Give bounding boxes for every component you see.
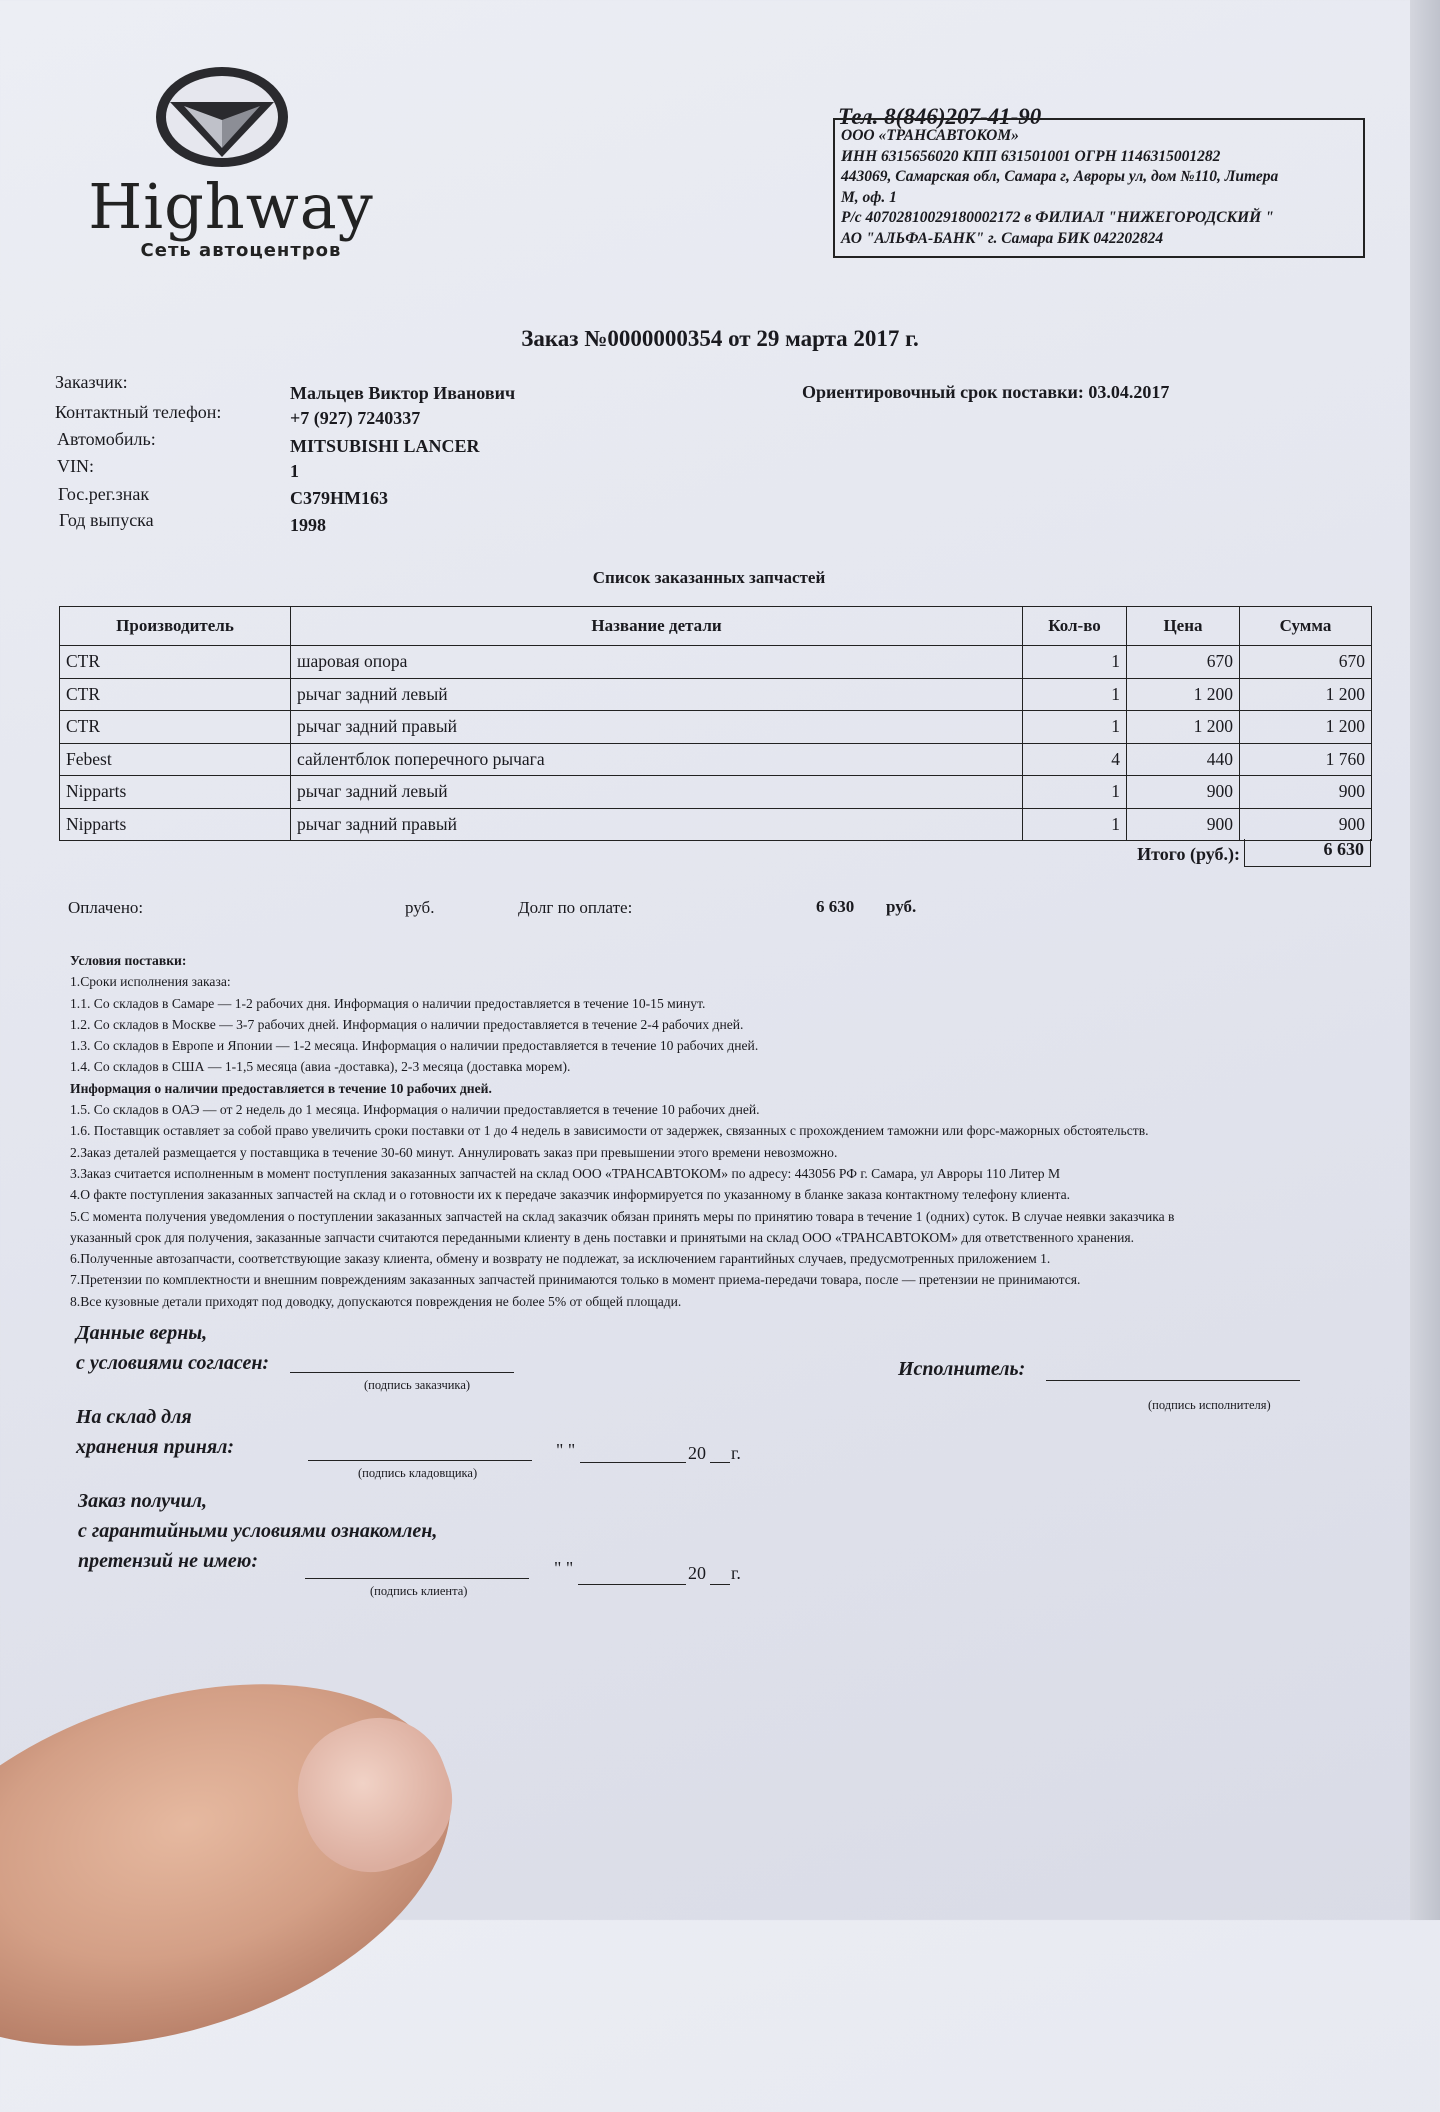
storage-line2: хранения принял: xyxy=(76,1436,235,1458)
agree-label xyxy=(76,1318,269,1378)
field-label: Автомобиль: xyxy=(57,429,156,449)
part-name-cell: рычаг задний левый xyxy=(291,678,1023,711)
manufacturer-cell: Nipparts xyxy=(60,808,291,841)
price-cell: 670 xyxy=(1127,646,1240,679)
customer-signature-line[interactable] xyxy=(290,1372,514,1373)
col-header: Название детали xyxy=(291,607,1023,646)
condition-line: Условия поставки: xyxy=(70,953,187,968)
caption: (подпись исполнителя) xyxy=(1148,1398,1271,1412)
year-prefix: 20 xyxy=(688,1563,706,1583)
company-line: ИНН 6315656020 КПП 631501001 ОГРН 1146315001282 xyxy=(841,147,1221,165)
logo-emblem-icon xyxy=(86,62,376,172)
storage-label xyxy=(76,1402,234,1462)
date-quote: " " xyxy=(554,1558,574,1578)
condition-line: 1.2. Со складов в Москве — 3-7 рабочих дней. Информация о наличии предоставляется в течение 2-4 рабочих дней. xyxy=(70,1016,744,1032)
condition-line: 1.1. Со складов в Самаре — 1-2 рабочих дня. Информация о наличии предоставляется в течение 10-15 минут. xyxy=(70,995,706,1011)
price-cell: 1 200 xyxy=(1127,678,1240,711)
year-suffix: г. xyxy=(731,1563,741,1583)
qty-cell: 1 xyxy=(1023,776,1127,809)
delivery-date: Ориентировочный срок поставки: 03.04.2017 xyxy=(802,382,1170,402)
year-line[interactable] xyxy=(710,1584,730,1585)
table-row xyxy=(60,646,1372,679)
received-line3: претензий не имею: xyxy=(78,1550,258,1572)
condition-line: 1.3. Со складов в Европе и Японии — 1-2 месяца. Информация о наличии предоставляется в течение 10 рабочих дней. xyxy=(70,1038,759,1054)
total-value: 6 630 xyxy=(1244,839,1371,867)
logo-wordmark: Highway xyxy=(88,170,374,243)
sum-cell: 1 200 xyxy=(1240,678,1372,711)
condition-line: 6.Полученные автозапчасти, соответствующие заказу клиента, обмену и возврату не подлежат, за исключением гарантийных случаев, предусмотренных приложением 1. xyxy=(70,1251,1051,1267)
date-line[interactable] xyxy=(580,1462,686,1463)
table-row xyxy=(60,776,1372,809)
date-quote: " " xyxy=(556,1440,576,1460)
condition-line: 1.4. Со складов в США — 1-1,5 месяца (авиа -доставка), 2-3 месяца (доставка морем). xyxy=(70,1059,571,1075)
condition-line: 5.С момента получения уведомления о поступлении заказанных запчастей на склад заказчик обязан принять меры по принятию товара в течение 1 (одних) суток. В случае неявки заказчика в xyxy=(70,1208,1175,1224)
qty-cell: 1 xyxy=(1023,646,1127,679)
qty-cell: 1 xyxy=(1023,678,1127,711)
field-label: Гос.рег.знак xyxy=(58,484,150,504)
condition-line: указанный срок для получения, заказанные запчасти считаются переданными клиенту в день поставки и принятыми на склад ООО «ТРАНСАВТОКОМ» для ответственного хранения. xyxy=(70,1229,1135,1245)
executor-label: Исполнитель: xyxy=(898,1358,1026,1380)
part-name-cell: рычаг задний правый xyxy=(291,711,1023,744)
qty-cell: 1 xyxy=(1023,711,1127,744)
paid-label: Оплачено: xyxy=(68,898,144,917)
field-label: Заказчик: xyxy=(55,372,128,392)
storage-line1: На склад для xyxy=(76,1406,192,1428)
debt-currency: руб. xyxy=(886,897,917,916)
manufacturer-cell: CTR xyxy=(60,711,291,744)
field-value: +7 (927) 7240337 xyxy=(290,408,421,428)
col-header: Кол-во xyxy=(1023,607,1127,646)
client-signature-line[interactable] xyxy=(305,1578,529,1579)
price-cell: 900 xyxy=(1127,808,1240,841)
sum-cell: 1 760 xyxy=(1240,743,1372,776)
manufacturer-cell: CTR xyxy=(60,678,291,711)
storekeeper-signature-line[interactable] xyxy=(308,1460,532,1461)
date-line[interactable] xyxy=(578,1584,686,1585)
company-phone: Тел. 8(846)207-41-90 xyxy=(838,104,1042,129)
executor-signature-line[interactable] xyxy=(1046,1380,1300,1381)
table-header-row xyxy=(60,607,1372,646)
field-value: MITSUBISHI LANCER xyxy=(290,436,480,456)
part-name-cell: сайлентблок поперечного рычага xyxy=(291,743,1023,776)
condition-line: 7.Претензии по комплектности и внешним повреждениям заказанных запчастей принимаются только в момент приема-передачи товара, после — претензии не принимаются. xyxy=(70,1272,1081,1288)
sum-cell: 900 xyxy=(1240,808,1372,841)
field-label: Год выпуска xyxy=(59,510,154,530)
agree-line2: с условиями согласен: xyxy=(76,1352,270,1374)
parts-list-title: Список заказанных запчастей xyxy=(592,568,826,587)
company-line: Р/с 40702810029180002172 в ФИЛИАЛ "НИЖЕГОРОДСКИЙ " xyxy=(841,209,1274,226)
col-header: Производитель xyxy=(60,607,291,646)
table-row xyxy=(60,711,1372,744)
qty-cell: 1 xyxy=(1023,808,1127,841)
manufacturer-cell: Febest xyxy=(60,743,291,776)
price-cell: 1 200 xyxy=(1127,711,1240,744)
price-cell: 900 xyxy=(1127,776,1240,809)
part-name-cell: шаровая опора xyxy=(291,646,1023,679)
debt-value: 6 630 xyxy=(816,897,855,916)
year-line[interactable] xyxy=(710,1462,730,1463)
received-label xyxy=(78,1486,437,1576)
caption: (подпись клиента) xyxy=(370,1584,468,1598)
table-row xyxy=(60,678,1372,711)
company-line: М, оф. 1 xyxy=(841,188,897,206)
col-header: Сумма xyxy=(1240,607,1372,646)
highway-logo xyxy=(86,62,376,272)
condition-line: 1.Сроки исполнения заказа: xyxy=(70,974,231,990)
caption: (подпись кладовщика) xyxy=(358,1466,478,1480)
debt-label: Долг по оплате: xyxy=(518,898,633,917)
order-title: Заказ №0000000354 от 29 марта 2017 г. xyxy=(521,326,919,351)
paid-currency: руб. xyxy=(405,898,435,917)
delivery-conditions xyxy=(70,950,1174,1312)
manufacturer-cell: CTR xyxy=(60,646,291,679)
sum-cell: 1 200 xyxy=(1240,711,1372,744)
received-line2: с гарантийными условиями ознакомлен, xyxy=(78,1520,438,1542)
company-line: 443069, Самарская обл, Самара г, Авроры ул, дом №110, Литера xyxy=(841,168,1279,185)
sum-cell: 670 xyxy=(1240,646,1372,679)
field-label: Контактный телефон: xyxy=(55,402,222,422)
year-suffix: г. xyxy=(731,1443,741,1463)
received-line1: Заказ получил, xyxy=(78,1490,208,1512)
parts-table xyxy=(59,606,1372,841)
manufacturer-cell: Nipparts xyxy=(60,776,291,809)
table-row xyxy=(60,808,1372,841)
logo-tagline: Сеть автоцентров xyxy=(140,240,342,261)
condition-line: 3.Заказ считается исполненным в момент поступления заказанных запчастей на склад ООО «ТРАНСАВТОКОМ» по адресу: 443056 РФ г. Самара, ул Авроры 110 Литер М xyxy=(70,1165,1061,1181)
year-prefix: 20 xyxy=(688,1443,706,1463)
part-name-cell: рычаг задний левый xyxy=(291,776,1023,809)
qty-cell: 4 xyxy=(1023,743,1127,776)
condition-line: 4.О факте поступления заказанных запчастей на склад и о готовности их к передаче заказчик информируется по указанному в бланке заказа контактному телефону клиента. xyxy=(70,1187,1071,1203)
caption: (подпись заказчика) xyxy=(364,1378,471,1392)
paper-edge xyxy=(1410,0,1440,1920)
price-cell: 440 xyxy=(1127,743,1240,776)
company-line: ООО «ТРАНСАВТОКОМ» xyxy=(841,127,1019,144)
condition-line: 2.Заказ деталей размещается у поставщика в течение 30-60 минут. Аннулировать заказ при превышении этого времени невозможно. xyxy=(70,1144,838,1160)
thumb xyxy=(0,1618,497,2111)
condition-line: Информация о наличии предоставляется в течение 10 рабочих дней. xyxy=(70,1080,492,1096)
part-name-cell: рычаг задний правый xyxy=(291,808,1023,841)
field-value: 1 xyxy=(290,461,299,481)
field-value: С379НМ163 xyxy=(290,488,388,508)
field-value: 1998 xyxy=(290,515,326,535)
condition-line: 8.Все кузовные детали приходят под доводку, допускаются повреждения не более 5% от общей площади. xyxy=(70,1293,682,1309)
field-label: VIN: xyxy=(57,456,94,476)
condition-line: 1.6. Поставщик оставляет за собой право увеличить сроки поставки от 1 до 4 недель в зависимости от задержек, связанных с прохождением таможни или форс-мажорных обстоятельств. xyxy=(70,1123,1149,1139)
field-value: Мальцев Виктор Иванович xyxy=(290,383,516,403)
agree-line1: Данные верны, xyxy=(76,1322,208,1344)
company-details-box xyxy=(833,118,1365,258)
col-header: Цена xyxy=(1127,607,1240,646)
sum-cell: 900 xyxy=(1240,776,1372,809)
company-line: АО "АЛЬФА-БАНК" г. Самара БИК 042202824 xyxy=(841,229,1164,247)
condition-line: 1.5. Со складов в ОАЭ — от 2 недель до 1 месяца. Информация о наличии предоставляется в течение 10 рабочих дней. xyxy=(70,1102,760,1118)
table-row xyxy=(60,743,1372,776)
total-label: Итого (руб.): xyxy=(1137,844,1240,864)
